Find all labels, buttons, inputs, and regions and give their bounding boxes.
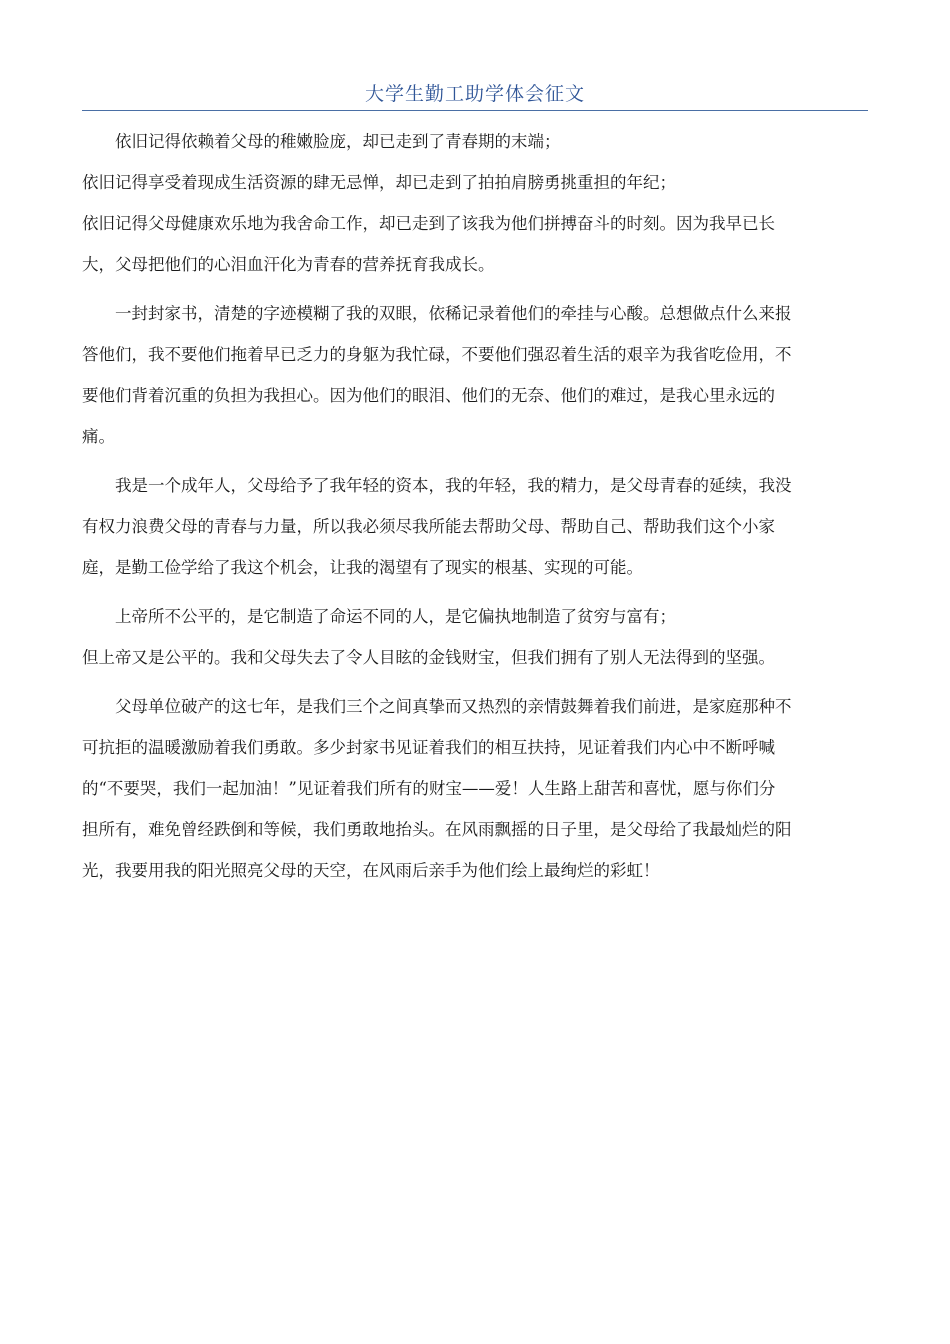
paragraph-line: 依旧记得享受着现成生活资源的肆无忌惮，却已走到了拍拍肩膀勇挑重担的年纪； bbox=[82, 173, 676, 192]
paragraph-3 bbox=[82, 465, 868, 588]
paragraph-line: 我是一个成年人，父母给予了我年轻的资本，我的年轻，我的精力，是父母青春的延续，我没 bbox=[115, 476, 792, 495]
paragraph-line: 父母单位破产的这七年，是我们三个之间真挚而又热烈的亲情鼓舞着我们前进，是家庭那种不 bbox=[115, 697, 792, 716]
paragraph-line: 依旧记得依赖着父母的稚嫩脸庞，却已走到了青春期的末端； bbox=[115, 132, 561, 151]
paragraph-line: 的“不要哭，我们一起加油！”见证着我们所有的财宝——爱！人生路上甜苦和喜忧，愿与你们分 bbox=[82, 779, 776, 798]
paragraph-1 bbox=[82, 121, 868, 285]
paragraph-line: 上帝所不公平的，是它制造了命运不同的人，是它偏执地制造了贫穷与富有； bbox=[115, 607, 676, 626]
page-header bbox=[82, 80, 868, 111]
paragraph-line: 依旧记得父母健康欢乐地为我舍命工作，却已走到了该我为他们拼搏奋斗的时刻。因为我早已长 bbox=[82, 214, 775, 233]
paragraph-line: 要他们背着沉重的负担为我担心。因为他们的眼泪、他们的无奈、他们的难过，是我心里永远的 bbox=[82, 386, 775, 405]
paragraph-line: 痛。 bbox=[82, 427, 115, 446]
paragraph-line: 有权力浪费父母的青春与力量，所以我必须尽我所能去帮助父母、帮助自己、帮助我们这个小家 bbox=[82, 517, 775, 536]
paragraph-line: 庭，是勤工俭学给了我这个机会，让我的渴望有了现实的根基、实现的可能。 bbox=[82, 558, 643, 577]
paragraph-line: 一封封家书，清楚的字迹模糊了我的双眼，依稀记录着他们的牵挂与心酸。总想做点什么来报 bbox=[115, 304, 792, 323]
paragraph-line: 光，我要用我的阳光照亮父母的天空，在风雨后亲手为他们绘上最绚烂的彩虹！ bbox=[82, 861, 660, 880]
paragraph-line: 大，父母把他们的心泪血汗化为青春的营养抚育我成长。 bbox=[82, 255, 495, 274]
paragraph-2 bbox=[82, 293, 868, 457]
document-body bbox=[82, 121, 868, 899]
paragraph-line: 答他们，我不要他们拖着早已乏力的身躯为我忙碌，不要他们强忍着生活的艰辛为我省吃俭用，不 bbox=[82, 345, 792, 364]
document-title: 大学生勤工助学体会征文 bbox=[364, 83, 585, 105]
paragraph-line: 但上帝又是公平的。我和父母失去了令人目眩的金钱财宝，但我们拥有了别人无法得到的坚强。 bbox=[82, 648, 775, 667]
paragraph-line: 担所有，难免曾经跌倒和等候，我们勇敢地抬头。在风雨飘摇的日子里，是父母给了我最灿烂的阳 bbox=[82, 820, 792, 839]
paragraph-4 bbox=[82, 596, 868, 678]
paragraph-5 bbox=[82, 686, 868, 891]
paragraph-line: 可抗拒的温暖激励着我们勇敢。多少封家书见证着我们的相互扶持，见证着我们内心中不断呼喊 bbox=[82, 738, 775, 757]
